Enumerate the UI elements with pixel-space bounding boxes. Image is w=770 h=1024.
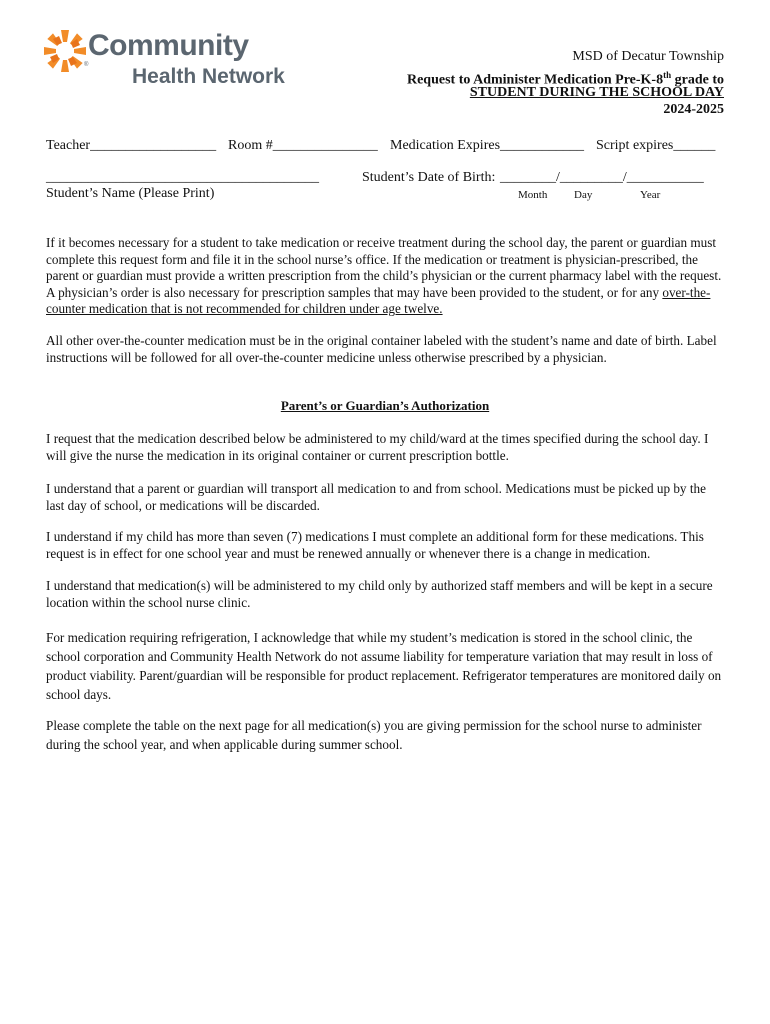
authorized-staff-paragraph: I understand that medication(s) will be administered to my child only by authorized staff members and will be kept in a secure location within the school nurse clinic. — [46, 578, 713, 610]
otc-paragraph: All other over-the-counter medication must be in the original container labeled with the student’s name and date of birth. Label instructions will be followed for all over-the-counter medicine unless otherwise prescribed by a physician. — [46, 333, 717, 365]
student-name-label: Student’s Name (Please Print) — [46, 186, 215, 201]
logo-registered-mark: ® — [84, 62, 89, 68]
form-title: Request to Administer Medication Pre-K-8th grade to — [406, 70, 724, 88]
teacher-field[interactable]: Teacher__________________ — [46, 138, 217, 153]
dob-year-label: Year — [640, 189, 661, 201]
dob-label: Student’s Date of Birth: — [362, 170, 496, 185]
seven-medications-paragraph: I understand if my child has more than seven (7) medications I must complete an additional form for these medications. This request is in effect for one school year and must be renewed annually or whenever there is a change in medication. — [46, 529, 704, 561]
transport-paragraph: I understand that a parent or guardian will transport all medication to and from school. Medications must be picked up by the last day of school, or medications will be discarded. — [46, 481, 706, 513]
org-name: MSD of Decatur Township — [572, 49, 724, 64]
intro-paragraph: If it becomes necessary for a student to take medication or receive treatment during the school day, the parent or guardian must complete this request form and file it in the school nurse’s office. If the medication or treatment is physician-prescribed, the parent or guardian must provide a written prescription from the child’s physician or the current pharmacy label with the request. A physician’s order is also necessary for prescription samples that may have been provided to the student, or for any over-the-counter medication that is not recommended for children under age twelve. — [46, 235, 722, 317]
logo-text-community: Community — [88, 29, 249, 62]
medication-expires-field[interactable]: Medication Expires____________ — [390, 138, 585, 153]
room-field[interactable]: Room #_______________ — [228, 138, 378, 153]
next-page-instructions: Please complete the table on the next page for all medication(s) you are giving permission for the school nurse to administer during the school year, and when applicable during summer school. — [46, 718, 702, 752]
logo-text-health-network: Health Network — [132, 65, 285, 88]
student-name-field[interactable]: _______________________________________ — [46, 170, 319, 185]
dob-month-label: Month — [518, 189, 548, 201]
script-expires-field[interactable]: Script expires______ — [596, 138, 716, 153]
authorization-request-paragraph: I request that the medication described below be administered to my child/ward at the times specified during the school day. I will give the nurse the medication in its original container or current prescription bottle. — [46, 431, 709, 463]
refrigeration-paragraph: For medication requiring refrigeration, I acknowledge that while my student’s medication is stored in the school clinic, the school corporation and Community Health Network do not assume liability for temperature variation that may result in loss of product viability. Parent/guardian will be responsible for product replacement. Refrigerator temperatures are monitored daily on school days. — [46, 630, 722, 702]
school-year: 2024-2025 — [663, 102, 724, 117]
dob-day-label: Day — [574, 189, 593, 201]
dob-field[interactable]: ________/_________/___________ — [500, 170, 704, 185]
authorization-heading: Parent’s or Guardian’s Authorization — [280, 398, 490, 413]
otc-under-twelve-underline: over-the-counter medication that is not recommended for children under age twelve. — [46, 284, 711, 317]
starburst-logo-icon — [42, 28, 88, 74]
form-subtitle: STUDENT DURING THE SCHOOL DAY — [469, 85, 724, 100]
